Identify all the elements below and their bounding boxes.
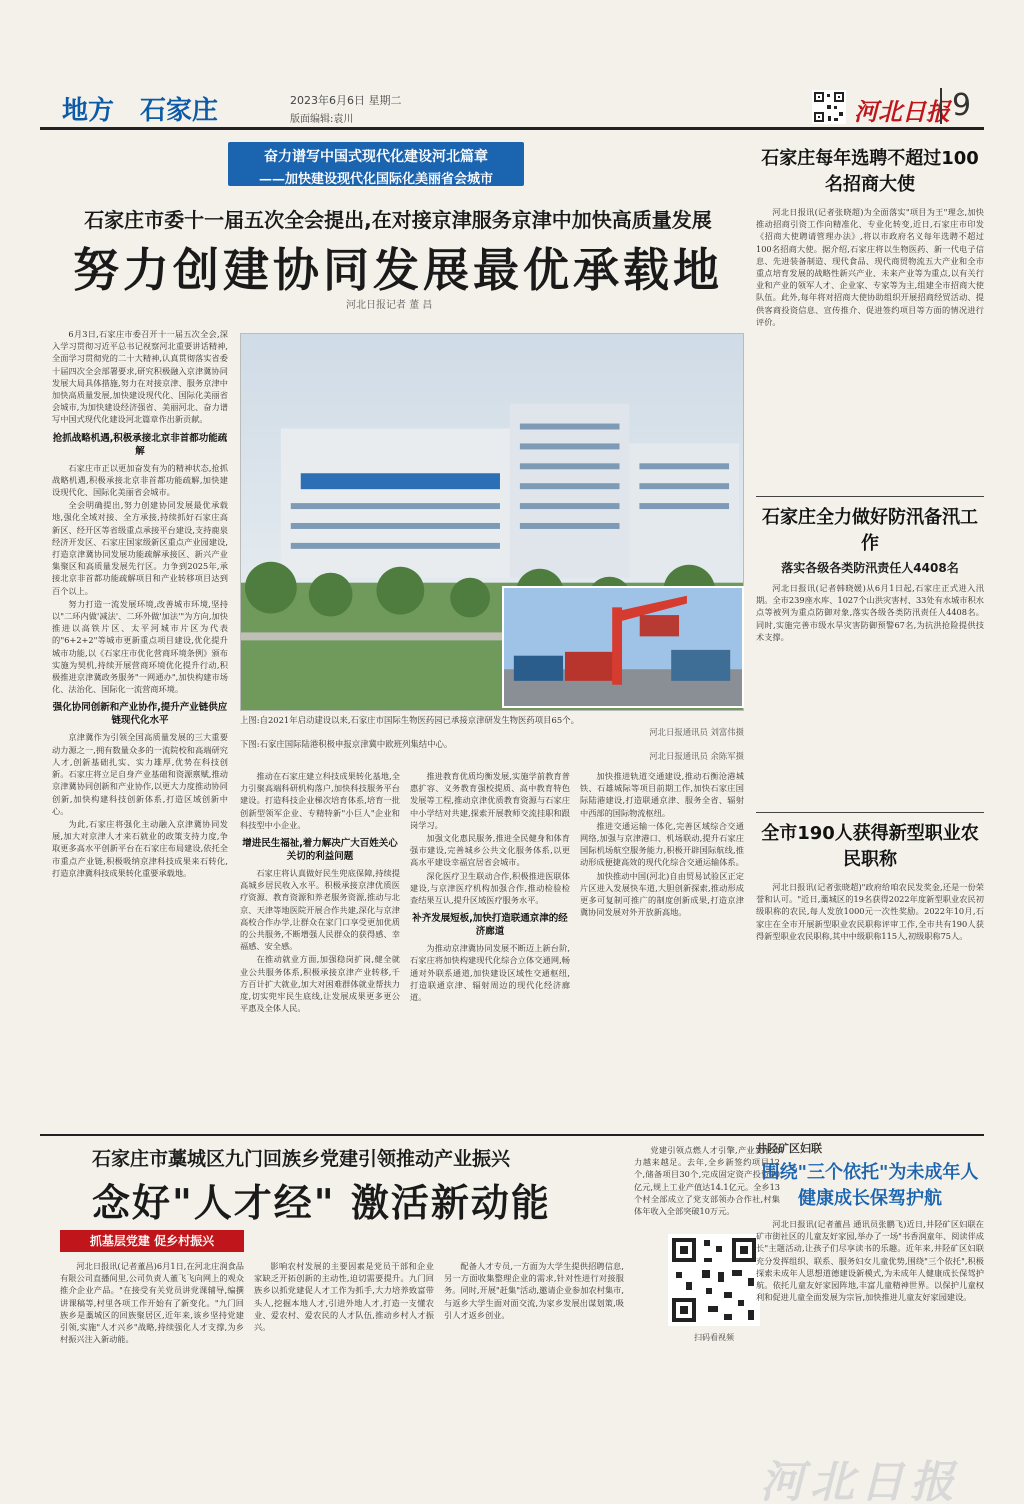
lead-column-4 [580,770,744,1120]
lead-column-3 [410,770,570,1120]
divider [756,812,984,813]
paragraph: 努力打造一流发展环境,改善城市环境,坚持以"二环内做'减法'、二环外做'加法'"为方向,加快推进以高铁片区、太平河城市片区为代表的"6+2+2"等城市更新重点项目建设,优化提升城市功能,以《石家庄市优化营商环境条例》颁布实施为契机,持续开展营商环境优化提升行动,积极推进京津冀政务服务"一网通办",加快构建市场化、法治化、国际化一流营商环境。 [52,598,228,695]
caption-bottom-credit: 河北日报通讯员 余陈军摄 [649,751,744,761]
bottom-column-2 [254,1260,434,1480]
subheading: 强化协同创新和产业协作,提升产业链供应链现代化水平 [52,702,228,727]
theme-banner [228,142,524,186]
story-2-subheadline: 落实各级各类防汛责任人4408名 [781,561,959,575]
subheading: 抢抓战略机遇,积极承接北京非首都功能疏解 [52,432,228,457]
paragraph: 深化医疗卫生联动合作,积极推进医联体建设,与京津医疗机构加强合作,推动检验检查结果互认,提升区域医疗服务水平。 [410,870,570,906]
page-header [40,88,984,130]
page-number: 9 [940,88,971,124]
newspaper-logo: 河北日报 [854,97,950,126]
paragraph: 6月3日,石家庄市委召开十一届五次全会,深入学习贯彻习近平总书记视察河北重要讲话精神,全面学习贯彻党的二十大精神,认真贯彻落实省委十届四次全会部署要求,研究积极融入京津冀协同发展大局具体措施,努力在对接京津、服务京津中加快高质量发展,加快建设现代化、国际化美丽省会城市,为加快建设经济强省、美丽河北、奋力谱写中国式现代化建设河北篇章作出新贡献。 [52,329,228,425]
banner-line-2: ——加快建设现代化国际化美丽省会城市 [258,172,493,187]
paragraph: 河北日报讯(记者张晓超)为全面落实"项目为王"理念,加快推动招商引资工作向精准化、专业化转变,近日,石家庄市印发《招商大使聘请管理办法》,将以市政府名义每年选聘不超过100名招商大使。据介绍,石家庄将以生物医药、新一代电子信息、先进装备制造、现代食品、现代商贸物流五大产业和全市重点培育发展的战略性新兴产业、未来产业等为重点,以有关行业和产业的领军人才、企业家、专家等为主,组建全市招商大使队伍。此外,每年将对招商大使协助组织开展招商经贸活动、提供客商投资信息、宣传推介、促进签约项目等方面的情况进行评价。 [756,207,984,327]
dry-port-photo [502,586,744,708]
photo-caption [240,714,744,762]
right-bottom-headline: 围绕"三个依托"为未成年人健康成长保驾护航 [761,1162,979,1209]
paragraph: 配备人才专员,一方面为大学生提供招聘信息,另一方面收集整理企业的需求,针对性进行对接服务。同时,开展"赶集"活动,邀请企业参加农村集市,与返乡大学生面对面交流,为家乡发展出谋划策,吸引人才返乡创业。 [444,1261,624,1320]
paragraph: 石家庄市正以更加奋发有为的精神状态,抢抓战略机遇,积极承接北京非首都功能疏解,加快建设现代化、国际化美丽省会城市。 [52,462,228,498]
paragraph: 为此,石家庄将强化主动融入京津冀协同发展,加大对京津人才来石就业的政策支持力度,争取更多高水平创新平台在石家庄布局建设,依托全市重点产业链,积极吸纳京津科技成果来石转化,打造京津冀科技成果转化重要承载地。 [52,818,228,878]
paragraph: 河北日报讯(记者董昌)6月1日,在河北庄润食品有限公司直播间里,公司负责人董飞飞向网上的观众推介企业产品。"在接受有关党员讲党课辅导,编撰讲课稿等,村里各项工作开始有了新变化。"九门回族乡是藁城区的回族聚居区,近年来,该乡坚持党建引领,实施"人才兴乡"战略,持续强化人才支撑,为乡村振兴注入新动能。 [60,1261,244,1345]
story-1-headline: 石家庄每年选聘不超过100名招商大使 [761,148,979,195]
caption-top: 上图:自2021年启动建设以来,石家庄市国际生物医药园已承接京津研发生物医药项目65个。 [240,715,579,725]
lead-headline: 努力创建协同发展最优承载地 [73,243,723,297]
column-tag: 抓基层党建 促乡村振兴 [60,1230,244,1252]
bottom-kicker: 石家庄市藁城区九门回族乡党建引领推动产业振兴 [92,1148,511,1170]
banner-line-1: 奋力谱写中国式现代化建设河北篇章 [264,149,488,165]
page-editor: 版面编辑:袁川 [290,114,354,125]
story-2-body [756,582,984,804]
issue-date: 2023年6月6日 星期二 [290,94,402,107]
paragraph: 推进交通运输一体化,完善区域综合交通网络,加强与京津港口、机场联动,提升石家庄国际机场航空服务能力,积极开辟国际航线,推动形成便捷高效的现代化综合交通运输体系。 [580,820,744,868]
lead-column-1 [52,328,228,1120]
paragraph: 党建引领点燃人才引擎,产业发展动力越来越足。去年,全乡新签约项目12个,储备项目30个,完成固定资产投资10亿元,规上工业产值达14.1亿元。全乡13个村全部成立了党支部领办合作社,村集体年收入全部突破10万元。 [634,1145,780,1217]
bottom-column-3 [444,1260,624,1480]
paragraph: 加强文化惠民服务,推进全民健身和体育强市建设,完善城乡公共文化服务体系,以更高水平建设幸福宜居省会城市。 [410,833,570,868]
paragraph: 影响农村发展的主要因素是党员干部和企业家缺乏开拓创新的主动性,迫切需要提升。九门回族乡以抓党建促人才工作为抓手,大力培养致富带头人,挖掘本地人才,引进外地人才,打造一支懂农业、爱农村、爱农民的人才队伍,推动乡村人才振兴。 [254,1261,434,1333]
qr-code-icon[interactable] [812,90,846,124]
paragraph: 全会明确提出,努力创建协同发展最优承载地,强化全域对接、全方承接,持续抓好石家庄高新区、经开区等省级重点承接平台建设,支持鹿泉经济开发区、石家庄国家级新区重点产业园建设,打造京津冀协同发展功能疏解承接区、新兴产业集聚区和高质量发展先行区。力争到2025年,承接北京非首都功能疏解项目和产业转移项目达到百个以上。 [52,500,228,596]
subheading: 补齐发展短板,加快打造联通京津的经济廊道 [412,913,568,938]
lead-byline: 河北日报记者 董 昌 [346,300,433,311]
newspaper-watermark-logo: 河北日报 [760,1457,960,1504]
paragraph: 河北日报讯(记者董昌 通讯员张鹏飞)近日,井陉矿区妇联在矿市街社区的儿童友好家园,举办了一场"书香润童年、阅读伴成长"主题活动,让孩子们尽享读书的乐趣。近年来,井陉矿区妇联充分发挥组织、联系、服务妇女儿童优势,围绕"三个依托",积极探索未成年人思想道德建设新模式,为未成年人健康成长保驾护航。依托儿童友好家园阵地,丰富儿童精神世界。以保护儿童权利和促进儿童全面发展为宗旨,加快推进儿童友好家园建设。 [756,1219,984,1303]
lead-story [40,138,746,1128]
story-3-headline: 全市190人获得新型职业农民职称 [761,823,979,870]
paragraph: 加快推动中国(河北)自由贸易试验区正定片区进入发展快车道,大胆创新探索,推动形成更多可复制可推广的制度创新成果,打造京津冀协同发展对外开放新高地。 [580,870,744,918]
section-label: 地方 [62,96,115,126]
paragraph: 推动在石家庄建立科技成果转化基地,全力引聚高端科研机构落户,加快科技服务平台建设。打造科技企业梯次培育体系,培育一批创新型领军企业、专精特新"小巨人"企业和科技型中小企业。 [240,771,400,830]
caption-top-credit: 河北日报通讯员 刘富伟摄 [649,727,744,737]
subheading: 增进民生福祉,着力解决广大百姓关心关切的利益问题 [242,838,398,863]
qr-caption: 扫码看视频 [694,1333,734,1342]
city-label: 石家庄 [140,96,219,126]
right-column [756,138,984,1121]
right-bottom-story [756,1134,984,1444]
paragraph: 京津冀作为引领全国高质量发展的三大重要动力源之一,拥有数量众多的一流院校和高端研究人才,创新基础扎实、实力雄厚,优势在科技创新。石家庄将立足自身产业基础和资源禀赋,推动京津冀协同创新和产业协作,以更大力度推动协同创新,加快构建科技创新体系,打造区域创新中心。 [52,732,228,816]
paragraph: 在推动就业方面,加强稳岗扩岗,健全就业公共服务体系,积极承接京津产业转移,千方百计扩大就业,加大对困难群体就业帮扶力度,切实兜牢民生底线,让发展成果更多更公平惠及全体人民。 [240,954,400,1014]
paragraph: 推进教育优质均衡发展,实施学前教育普惠扩容、义务教育强校提质、高中教育特色发展等工程,推动京津优质教育资源与石家庄中小学结对共建,探索开展教师交流挂职和跟岗学习。 [410,771,570,830]
paragraph: 为推动京津冀协同发展不断迈上新台阶,石家庄将加快构建现代化综合立体交通网,畅通对外联系通道,加快建设区域性交通枢纽,打造联通京津、辐射周边的现代化经济廊道。 [410,943,570,1003]
story-1-body [756,206,984,488]
paragraph: 河北日报讯(记者张晓超)"政府给咱农民发奖金,还是一份荣誉和认可。"近日,藁城区的19名获得2022年度新型职业农民初级职称的农民,每人发放1000元一次性奖励。2022年10月,石家庄在全市开展新型职业农民职称评审工作,全市共有190人获得新型职业农民职称,其中中级职称115人,初级职称75人。 [756,882,984,941]
bottom-headline: 念好"人才经" 激活新动能 [92,1181,551,1225]
story-3-body [756,881,984,1121]
caption-bottom: 下图:石家庄国际陆港积极申报京津冀中欧班列集结中心。 [240,739,453,749]
video-qr-code-icon[interactable] [668,1234,760,1326]
paragraph: 河北日报讯(记者韩晓媛)从6月1日起,石家庄正式进入汛期。全市239座水库、1027个山洪灾害村、33处有水城市积水点等被列为重点防御对象,落实各级各类防汛责任人4408名。同时,实施完善市级水旱灾害防御预警67名,为抗洪抢险提供技术支撑。 [756,583,984,642]
bottom-column-1 [60,1260,244,1480]
right-bottom-body [756,1218,984,1444]
story-2-headline: 石家庄全力做好防汛备汛工作 [762,507,978,554]
paragraph: 石家庄将认真做好民生兜底保障,持续提高城乡居民收入水平。积极承接京津优质医疗资源、教育资源和养老服务资源,推动与北京、天津等地医院开展合作共建,深化与京津高校合作办学,让群众在家门口享受更加优质的公共服务,不断增强人民群众的获得感、幸福感、安全感。 [240,868,400,952]
lead-kicker: 石家庄市委十一届五次全会提出,在对接京津服务京津中加快高质量发展 [84,208,712,232]
paragraph: 加快推进轨道交通建设,推动石衡沧港城铁、石雄城际等项目前期工作,加快石家庄国际陆港建设,打造联通京津、服务全省、辐射中西部的国际物流枢纽。 [580,771,744,818]
story-tag: 井陉矿区妇联 [756,1142,822,1155]
divider [756,496,984,497]
lead-column-2 [240,770,400,1120]
